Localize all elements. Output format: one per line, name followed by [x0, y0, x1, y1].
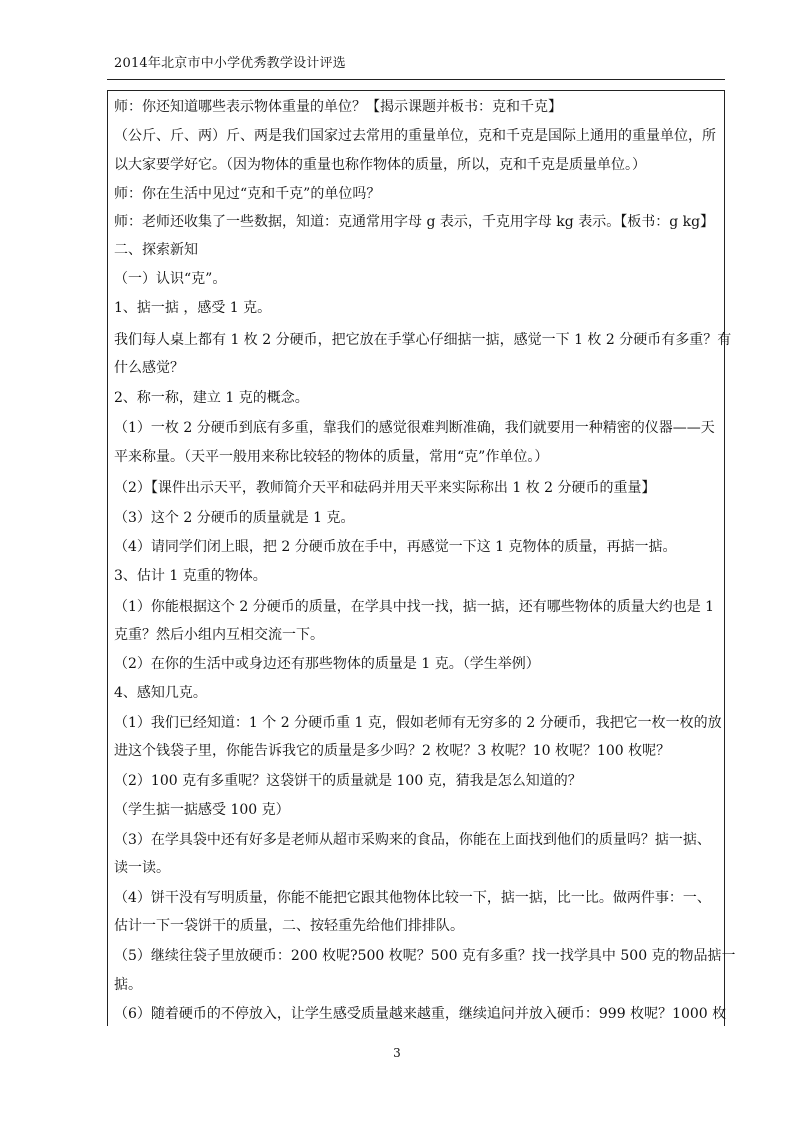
- text-line: （6）随着硬币的不停放入，让学生感受质量越来越重，继续追问并放入硬币：999 枚呢？1000 枚: [114, 1006, 727, 1022]
- text-line: （1）你能根据这个 2 分硬币的质量，在学具中找一找，掂一掂，还有哪些物体的质量大约也是 1: [114, 599, 715, 615]
- text-line: 掂。: [114, 977, 142, 993]
- text-line: 2、称一称，建立 1 克的概念。: [114, 390, 309, 406]
- text-line: 4、感知几克。: [114, 685, 207, 701]
- text-line: 我们每人桌上都有 1 枚 2 分硬币，把它放在手掌心仔细掂一掂，感觉一下 1 枚 2 分硬币有多重？有: [114, 332, 732, 348]
- text-line: （3）在学具袋中还有好多是老师从超市采购来的食品，你能在上面找到他们的质量吗？掂一掂、: [114, 832, 711, 848]
- text-line: 读一读。: [114, 860, 170, 876]
- text-line: 师：老师还收集了一些数据，知道：克通常用字母 g 表示，千克用字母 kg 表示。【板书：g kg】: [114, 214, 715, 230]
- text-line: 克重？然后小组内互相交流一下。: [114, 627, 324, 643]
- text-line: （一）认识“克”。: [114, 271, 227, 287]
- text-line: （2）【课件出示天平，教师简介天平和砝码并用天平来实际称出 1 枚 2 分硬币的重量】: [114, 480, 656, 496]
- text-line: 什么感觉？: [114, 360, 184, 376]
- text-line: （4）饼干没有写明质量，你能不能把它跟其他物体比较一下，掂一掂，比一比。做两件事：一、: [114, 890, 711, 906]
- text-line: 进这个钱袋子里，你能告诉我它的质量是多少吗？2 枚呢？3 枚呢？10 枚呢？100 枚呢？: [114, 743, 671, 759]
- text-line: 师：你还知道哪些表示物体重量的单位？【揭示课题并板书：克和千克】: [114, 99, 562, 115]
- text-line: （2）在你的生活中或身边还有那些物体的质量是 1 克。（学生举例）: [114, 656, 540, 672]
- text-line: 以大家要学好它。（因为物体的重量也称作物体的质量，所以，克和千克是质量单位。）: [114, 157, 646, 173]
- header-divider: [107, 79, 725, 80]
- document-header: 2014年北京市中小学优秀教学设计评选: [114, 56, 346, 71]
- text-line: 平来称量。（天平一般用来称比较轻的物体的质量，常用“克”作单位。）: [114, 449, 549, 465]
- text-line: （4）请同学们闭上眼，把 2 分硬币放在手中，再感觉一下这 1 克物体的质量，再掂一掂。: [114, 539, 677, 555]
- text-line: （1）我们已经知道：1 个 2 分硬币重 1 克，假如老师有无穷多的 2 分硬币，我把它一枚一枚的放: [114, 715, 722, 731]
- text-line: 1、掂一掂 ，感受 1 克。: [114, 300, 272, 316]
- text-line: （2）100 克有多重呢？这袋饼干的质量就是 100 克，猜我是怎么知道的？: [114, 773, 582, 789]
- text-line: （公斤、斤、两）斤、两是我们国家过去常用的重量单位，克和千克是国际上通用的重量单位，所: [114, 128, 716, 144]
- text-line: （3）这个 2 分硬币的质量就是 1 克。: [114, 510, 355, 526]
- text-line: 估计一下一袋饼干的质量，二、按轻重先给他们排排队。: [114, 918, 464, 934]
- text-line: （5）继续往袋子里放硬币：200 枚呢?500 枚呢？500 克有多重？找一找学具中 500 克的物品掂一: [114, 948, 736, 964]
- text-line: （1）一枚 2 分硬币到底有多重，靠我们的感觉很难判断准确，我们就要用一种精密的仪器——天: [114, 420, 715, 436]
- page-number: 3: [393, 1046, 401, 1060]
- text-line: 师：你在生活中见过“克和千克”的单位吗？: [114, 186, 381, 202]
- text-line: 二、探索新知: [114, 242, 198, 258]
- text-line: 3、估计 1 克重的物体。: [114, 568, 267, 584]
- text-line: （学生掂一掂感受 100 克）: [114, 802, 290, 818]
